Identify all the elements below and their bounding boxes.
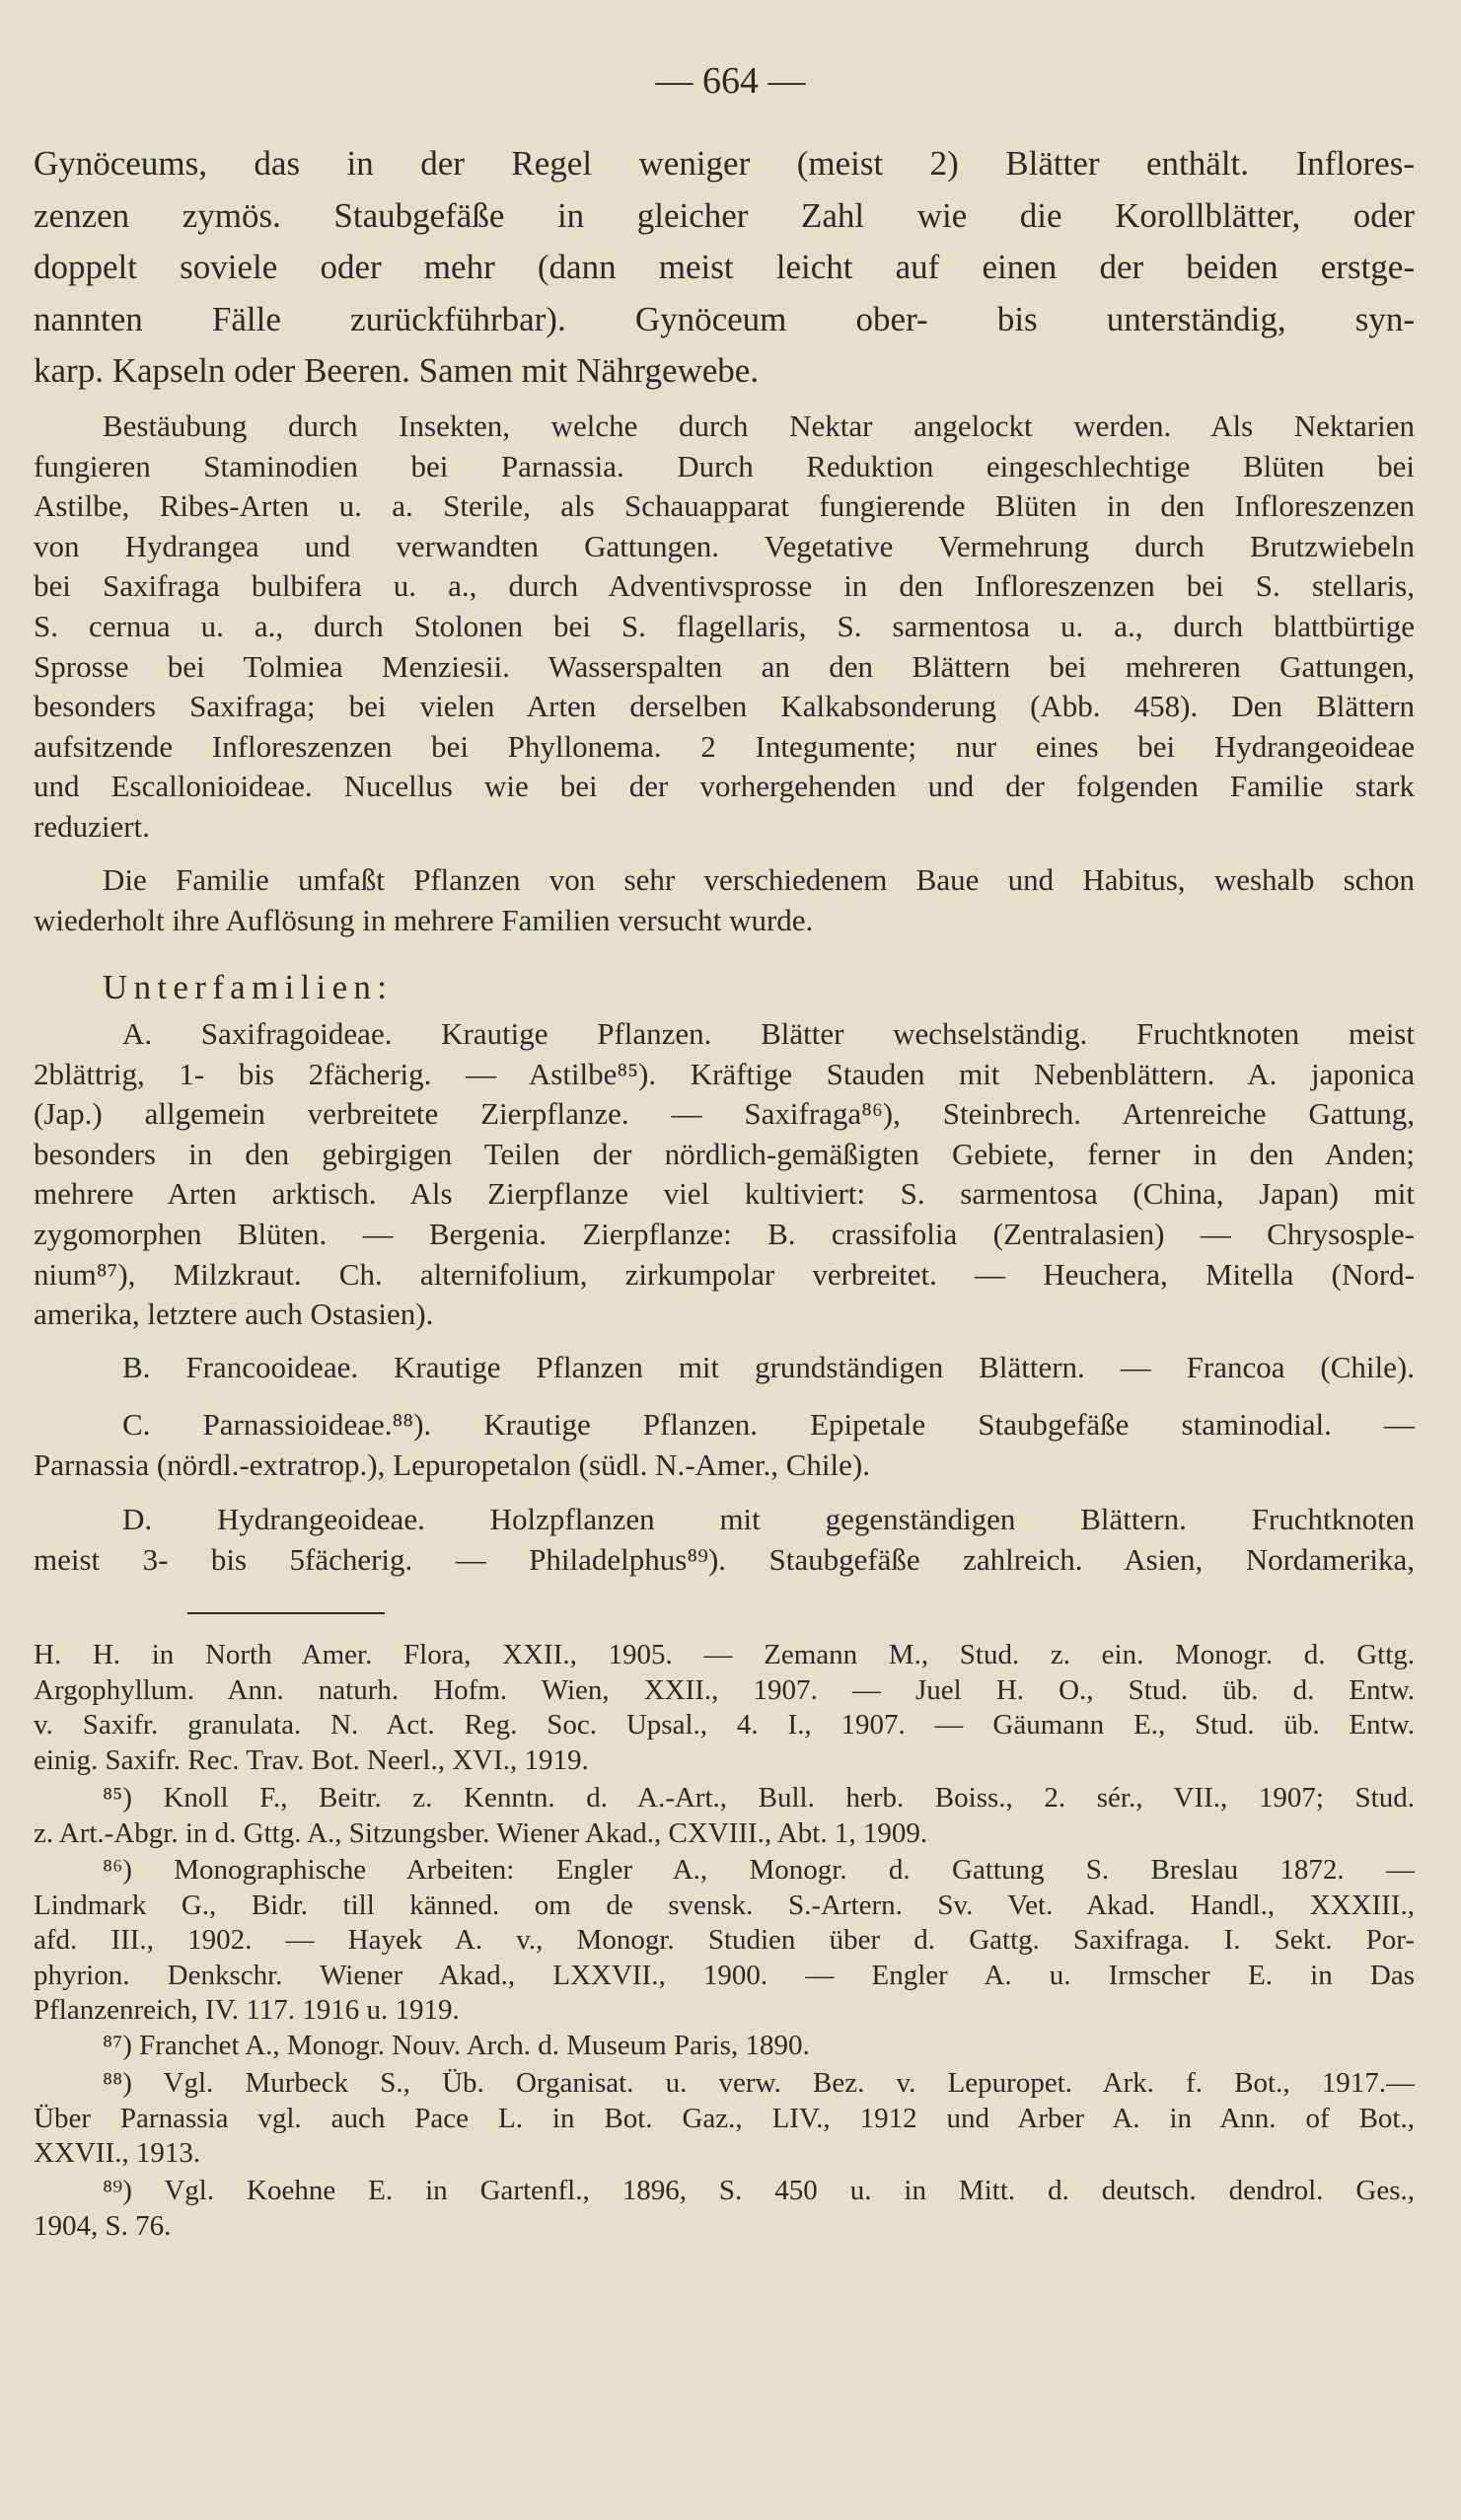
footnote-87 <box>34 2029 1415 2064</box>
section-heading: Unterfamilien: <box>103 968 394 1006</box>
text-line: ⁸⁶) Monographische Arbeiten: Engler A., Monogr. d. Gattung S. Breslau 1872. — <box>103 1854 1415 1886</box>
unterfamilien-heading-block <box>34 962 1415 1014</box>
text-line: meist 3- bis 5fächerig. — Philadelphus⁸⁹). Staubgefäße zahlreich. Asien, Nordamerika, <box>34 1541 1415 1577</box>
text-line: doppelt soviele oder mehr (dann meist leicht auf einen der beiden erstge- <box>34 248 1415 286</box>
text-line: D. Hydrangeoideae. Holzpflanzen mit gegenständigen Blättern. Fruchtknoten <box>122 1502 1415 1536</box>
text-line: 2blättrig, 1- bis 2fächerig. — Astilbe⁸⁵). Kräftige Stauden mit Nebenblättern. A. japonica <box>34 1056 1415 1091</box>
text-line: fungieren Staminodien bei Parnassia. Durch Reduktion eingeschlechtige Blüten bei <box>34 448 1415 483</box>
text-line: und Escallonioideae. Nucellus wie bei der vorhergehenden und der folgenden Familie stark <box>34 769 1415 804</box>
text-line: z. Art.-Abgr. in d. Gttg. A., Sitzungsber. Wiener Akad., CXVIII., Abt. 1, 1909. <box>34 1816 928 1849</box>
text-line: XXVII., 1913. <box>34 2137 201 2169</box>
subfamily-a-paragraph <box>34 1014 1415 1335</box>
footnote-89 <box>34 2174 1415 2244</box>
text-line: H. H. in North Amer. Flora, XXII., 1905. — Zemann M., Stud. z. ein. Monogr. d. Gttg. <box>34 1639 1415 1670</box>
text-line: v. Saxifr. granulata. N. Act. Reg. Soc. Upsal., 4. I., 1907. — Gäumann E., Stud. üb. Entw. <box>34 1709 1415 1741</box>
text-line: Argophyllum. Ann. naturh. Hofm. Wien, XXII., 1907. — Juel H. O., Stud. üb. d. Entw. <box>34 1673 1415 1706</box>
text-line: amerika, letztere auch Ostasien). <box>34 1297 434 1332</box>
subfamily-c-paragraph <box>34 1405 1415 1485</box>
familie-paragraph <box>34 860 1415 940</box>
text-line: ⁸⁹) Vgl. Koehne E. in Gartenfl., 1896, S. 450 u. in Mitt. d. deutsch. dendrol. Ges., <box>103 2175 1415 2206</box>
text-line: mehrere Arten arktisch. Als Zierpflanze viel kultiviert: S. sarmentosa (China, Japan) mit <box>34 1176 1415 1212</box>
footnote-continuation <box>34 1638 1415 1778</box>
text-line: ⁸⁸) Vgl. Murbeck S., Üb. Organisat. u. verw. Bez. v. Lepuropet. Ark. f. Bot., 1917.— <box>103 2067 1415 2099</box>
text-line: Die Familie umfaßt Pflanzen von sehr verschiedenem Baue und Habitus, weshalb schon <box>103 862 1415 897</box>
text-line: S. cernua u. a., durch Stolonen bei S. flagellaris, S. sarmentosa u. a., durch blattbürtige <box>34 608 1415 643</box>
text-line: zygomorphen Blüten. — Bergenia. Zierpflanze: B. crassifolia (Zentralasien) — Chrysosple- <box>34 1216 1415 1251</box>
footnote-86 <box>34 1853 1415 2029</box>
text-line: B. Francooideae. Krautige Pflanzen mit grundständigen Blättern. — Francoa (Chile). <box>122 1350 1415 1384</box>
text-line: einig. Saxifr. Rec. Trav. Bot. Neerl., XVI., 1919. <box>34 1743 589 1776</box>
text-line: wiederholt ihre Auflösung in mehrere Familien versucht wurde. <box>34 902 814 937</box>
text-line: von Hydrangea und verwandten Gattungen. Vegetative Vermehrung durch Brutzwiebeln <box>34 528 1415 563</box>
text-line: bei Saxifraga bulbifera u. a., durch Adventivsprosse in den Infloreszenzen bei S. stellaris, <box>34 568 1415 604</box>
text-line: ⁸⁷) Franchet A., Monogr. Nouv. Arch. d. Museum Paris, 1890. <box>103 2030 810 2061</box>
text-line: ⁸⁵) Knoll F., Beitr. z. Kenntn. d. A.-Art., Bull. herb. Boiss., 2. sér., VII., 1907; Stud. <box>103 1782 1415 1814</box>
text-line: Lindmark G., Bidr. till känned. om de svensk. S.-Artern. Sv. Vet. Akad. Handl., XXXIII., <box>34 1889 1415 1921</box>
text-line: zenzen zymös. Staubgefäße in gleicher Zahl wie die Korollblätter, oder <box>34 195 1415 235</box>
text-line: Pflanzenreich, IV. 117. 1916 u. 1919. <box>34 1994 460 2026</box>
text-line: aufsitzende Infloreszenzen bei Phyllonema. 2 Integumente; nur eines bei Hydrangeoideae <box>34 728 1415 764</box>
footnote-separator <box>187 1612 385 1614</box>
text-line: Gynöceums, das in der Regel weniger (meist 2) Blätter enthält. Inflores- <box>34 144 1415 183</box>
text-line: besonders in den gebirgigen Teilen der nördlich-gemäßigten Gebiete, ferner in den Anden; <box>34 1136 1415 1171</box>
text-line: Parnassia (nördl.-extratrop.), Lepuropetalon (südl. N.-Amer., Chile). <box>34 1446 870 1482</box>
text-line: (Jap.) allgemein verbreitete Zierpflanze. — Saxifraga⁸⁶), Steinbrech. Artenreiche Gattung, <box>34 1096 1415 1132</box>
text-line: karp. Kapseln oder Beeren. Samen mit Nährgewebe. <box>34 351 760 390</box>
footnote-88 <box>34 2066 1415 2172</box>
text-line: reduziert. <box>34 808 150 844</box>
text-line: Sprosse bei Tolmiea Menziesii. Wasserspalten an den Blättern bei mehreren Gattungen, <box>34 648 1415 684</box>
text-line: nannten Fälle zurückführbar). Gynöceum ober- bis unterständig, syn- <box>34 299 1415 338</box>
bestaeubung-paragraph <box>34 407 1415 848</box>
subfamily-b-paragraph <box>34 1348 1415 1388</box>
subfamily-d-paragraph <box>34 1500 1415 1580</box>
footnote-85 <box>34 1781 1415 1851</box>
text-line: Über Parnassia vgl. auch Pace L. in Bot. Gaz., LIV., 1912 und Arber A. in Ann. of Bot., <box>34 2102 1415 2134</box>
text-line: Astilbe, Ribes-Arten u. a. Sterile, als Schauapparat fungierende Blüten in den Infloreszenzen <box>34 488 1415 524</box>
page-number: — 664 — <box>655 60 806 102</box>
text-line: phyrion. Denkschr. Wiener Akad., LXXVII., 1900. — Engler A. u. Irmscher E. in Das <box>34 1959 1415 1991</box>
text-line: nium⁸⁷), Milzkraut. Ch. alternifolium, zirkumpolar verbreitet. — Heuchera, Mitella (Nord- <box>34 1256 1415 1292</box>
text-line: C. Parnassioideae.⁸⁸). Krautige Pflanzen. Epipetale Staubgefäße staminodial. — <box>122 1407 1415 1442</box>
text-line: Bestäubung durch Insekten, welche durch Nektar angelockt werden. Als Nektarien <box>103 408 1415 443</box>
text-line: besonders Saxifraga; bei vielen Arten derselben Kalkabsonderung (Abb. 458). Den Blättern <box>34 689 1415 724</box>
text-line: 1904, S. 76. <box>34 2209 172 2242</box>
text-line: A. Saxifragoideae. Krautige Pflanzen. Blätter wechselständig. Fruchtknoten meist <box>122 1016 1415 1051</box>
intro-paragraph <box>34 138 1415 398</box>
text-line: afd. III., 1902. — Hayek A. v., Monogr. Studien über d. Gattg. Saxifraga. I. Sekt. Por- <box>34 1924 1415 1956</box>
